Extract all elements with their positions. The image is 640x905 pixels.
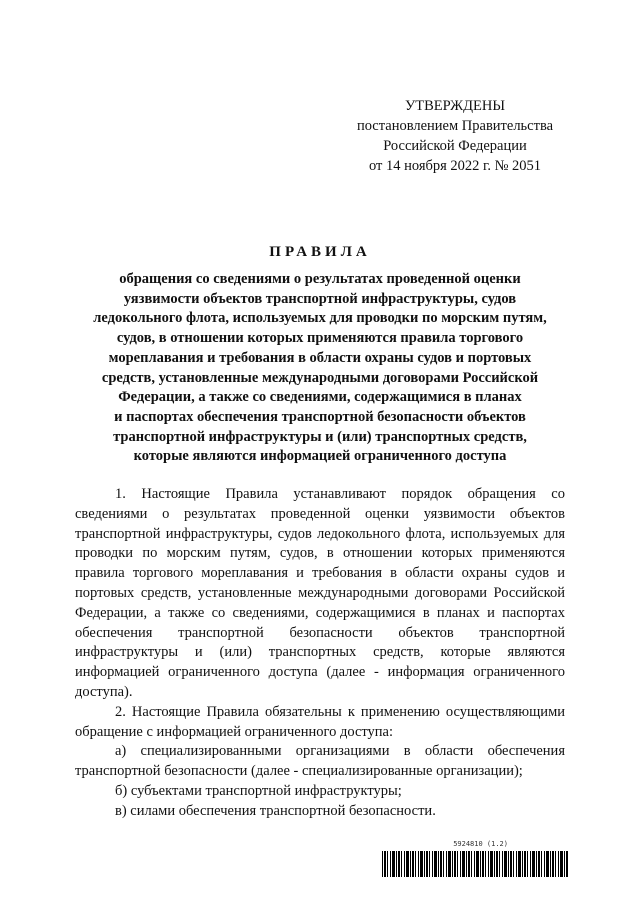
paragraph-1: 1. Настоящие Правила устанавливают порядок обращения со сведениями о результатах проведенной оценки уязвимости объектов транспортной инфраструктуры, судов ледокольного флота, используемых для проводки по морским путям, судов, в отношении которых применяются правила торгового мореплавания и требования в области охраны судов и портовых средств, установленные международными договорами Российской Федерации, а также со сведениями, содержащимися в планах и паспортах обеспечения транспортной безопасности объектов транспортной инфраструктуры и (или) транспортных средств, которые являются информацией ограниченного доступа (далее - информация ограниченного доступа). (75, 486, 565, 700)
subtitle-line: мореплавания и требования в области охраны судов и портовых (108, 349, 532, 366)
subtitle-line: ледокольного флота, используемых для проводки по морским путям, (93, 310, 547, 327)
barcode-label: 5924810 (1.2) (453, 840, 508, 848)
subtitle-line: транспортной инфраструктуры и (или) транспортных средств, (113, 428, 527, 445)
approval-line-2: Российской Федерации (383, 138, 527, 154)
document-title: ПРАВИЛА (269, 244, 371, 260)
approval-block (340, 96, 570, 176)
subtitle-line: судов, в отношении которых применяются правила торгового (116, 330, 524, 347)
subtitle-line: уязвимости объектов транспортной инфраструктуры, судов (123, 290, 517, 307)
approval-heading: УТВЕРЖДЕНЫ (404, 98, 506, 114)
subtitle-line: Федерации, а также со сведениями, содержащимися в планах (118, 389, 522, 406)
subtitle-line: средств, установленные международными договорами Российской (101, 369, 539, 386)
subtitle-line: которые являются информацией ограниченного доступа (133, 448, 507, 465)
subtitle-line: и паспортах обеспечения транспортной безопасности объектов (114, 408, 526, 425)
approval-line-1: постановлением Правительства (356, 118, 554, 134)
paragraph-2a: а) специализированными организациями в области обеспечения транспортной безопасности (далее - специализированные организации); (75, 743, 565, 780)
document-subtitle (75, 270, 565, 467)
paragraph-2c: в) силами обеспечения транспортной безопасности. (115, 802, 436, 819)
document-body (75, 485, 565, 822)
paragraph-2b: б) субъектами транспортной инфраструктуры; (115, 782, 402, 799)
barcode-icon (382, 851, 568, 877)
barcode-area (382, 840, 568, 880)
paragraph-2: 2. Настоящие Правила обязательны к применению осуществляющими обращение с информацией ограниченного доступа: (75, 703, 565, 740)
subtitle-line: обращения со сведениями о результатах проведенной оценки (119, 271, 521, 287)
approval-line-3: от 14 ноября 2022 г. № 2051 (368, 158, 542, 174)
